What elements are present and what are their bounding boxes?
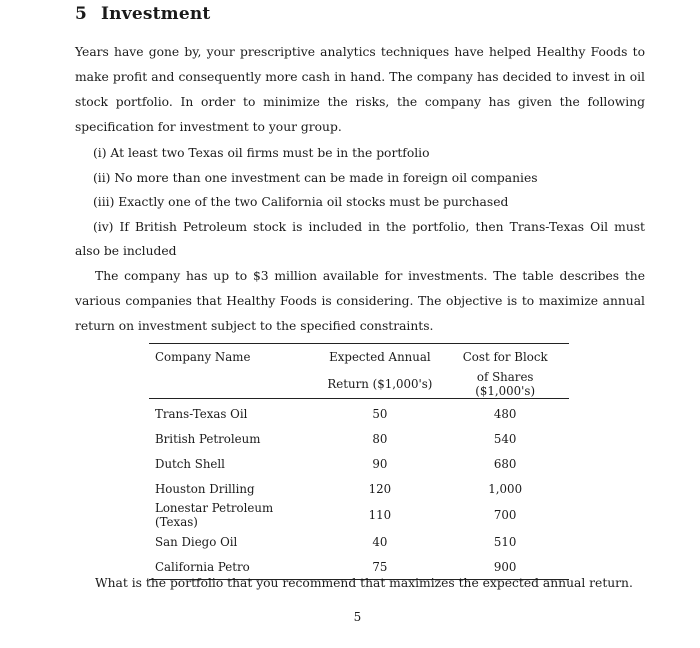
table-row (149, 501, 569, 529)
question-text: What is the portfolio that you recommend that maximizes the expected annual return. (95, 576, 633, 590)
company-cell: California Petro (149, 554, 318, 580)
table-row (149, 476, 569, 501)
return-cell: 80 (372, 431, 388, 446)
company-cell: Trans-Texas Oil (155, 406, 248, 421)
condition-item: (iv) If British Petroleum stock is included in the portfolio, then Trans-Texas Oil must also be included (75, 219, 645, 258)
header-company-name: Company Name (149, 344, 318, 371)
return-cell: 110 (368, 508, 392, 522)
return-cell: 75 (318, 554, 441, 580)
table-row (149, 451, 569, 476)
header-return-unit: Return ($1,000's) (318, 370, 441, 399)
company-cell: Houston Drilling (155, 481, 255, 496)
company-cell: San Diego Oil (155, 534, 238, 549)
table-header-row (149, 344, 569, 371)
header-return: Expected Annual (318, 344, 441, 371)
condition-item: (iii) Exactly one of the two California oil stocks must be purchased (93, 195, 509, 209)
company-cell: Dutch Shell (155, 456, 225, 471)
intro-paragraph: Years have gone by, your prescriptive analytics techniques have helped Healthy Foods to make profit and consequently more cash in hand. The company has decided to invest in oil stock portfolio. In order to minimize the risks, the company has given the following specification for investment to your group. (75, 45, 645, 134)
table-header-row (149, 370, 569, 399)
cost-cell: 700 (493, 508, 517, 522)
cost-cell: 900 (441, 554, 569, 580)
header-spacer (149, 370, 318, 399)
cost-cell: 480 (493, 406, 517, 421)
return-cell: 120 (368, 481, 392, 496)
section-heading (75, 4, 210, 24)
section-title: Investment (101, 4, 211, 24)
cost-cell: 680 (493, 456, 517, 471)
return-cell: 90 (372, 456, 388, 471)
cost-cell: 510 (493, 534, 517, 549)
company-cell: British Petroleum (155, 431, 261, 446)
company-cell: Lonestar Petroleum (Texas) (155, 501, 274, 529)
table-row (149, 529, 569, 554)
table-row (149, 426, 569, 451)
condition-item: (ii) No more than one investment can be made in foreign oil companies (93, 170, 538, 185)
return-cell: 50 (372, 406, 388, 421)
section-number: 5 (75, 4, 88, 24)
budget-paragraph: The company has up to $3 million available for investments. The table describes the various companies that Healthy Foods is considering. The objective is to maximize annual return on investment subject to the specified constraints. (75, 269, 645, 333)
companies-table (149, 343, 569, 580)
condition-item: (i) At least two Texas oil firms must be in the portfolio (93, 146, 430, 160)
page-number: 5 (353, 610, 362, 624)
header-cost-unit: of Shares ($1,000's) (441, 370, 569, 399)
table-row (149, 399, 569, 427)
conditions-list (75, 141, 645, 264)
cost-cell: 540 (493, 431, 517, 446)
return-cell: 40 (372, 534, 388, 549)
cost-cell: 1,000 (488, 481, 523, 496)
header-cost: Cost for Block (441, 344, 569, 371)
